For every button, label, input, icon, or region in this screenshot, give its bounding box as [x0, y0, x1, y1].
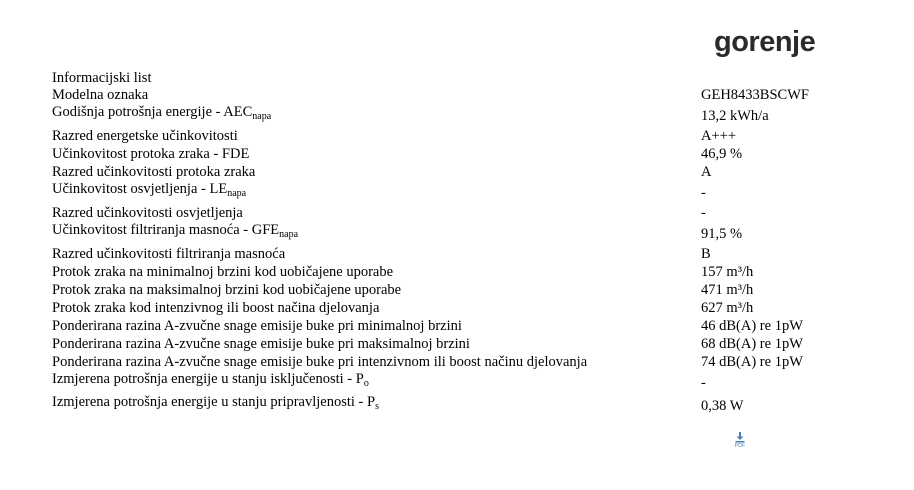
spec-row	[52, 163, 812, 181]
spec-value: 0,38 W	[701, 398, 744, 414]
spec-label-text: Izmjerena potrošnja energije u stanju isključenosti - P	[52, 371, 364, 387]
spec-label-text: Godišnja potrošnja energije - AEC	[52, 104, 253, 120]
spec-row	[52, 281, 812, 299]
spec-label-text: Učinkovitost filtriranja masnoća - GFE	[52, 222, 280, 238]
spec-label	[52, 127, 238, 145]
spec-label	[52, 353, 587, 371]
spec-label-text: Protok zraka na maksimalnoj brzini kod uobičajene uporabe	[52, 282, 402, 298]
pdf-label: PDF	[734, 443, 746, 449]
spec-label-text: Razred učinkovitosti protoka zraka	[52, 164, 256, 180]
spec-row	[52, 299, 812, 317]
spec-label	[52, 104, 271, 121]
spec-row	[52, 353, 812, 371]
spec-label-text: Učinkovitost protoka zraka - FDE	[52, 146, 250, 162]
spec-label	[52, 86, 148, 104]
spec-row	[52, 317, 812, 335]
spec-label	[52, 245, 285, 263]
download-arrow-icon	[734, 431, 746, 443]
spec-label-subscript: napa	[227, 188, 247, 199]
spec-label-subscript: napa	[252, 111, 272, 122]
spec-label-text: Protok zraka kod intenzivnog ili boost načina djelovanja	[52, 300, 380, 316]
spec-row	[52, 222, 812, 245]
spec-value: -	[701, 375, 706, 391]
spec-row	[52, 204, 812, 222]
spec-label	[52, 181, 246, 198]
spec-label	[52, 163, 255, 181]
spec-value: 13,2 kWh/a	[701, 108, 769, 124]
spec-value: A	[701, 164, 712, 180]
spec-row	[52, 394, 812, 417]
spec-rows	[52, 86, 812, 417]
spec-value: GEH8433BSCWF	[701, 87, 809, 103]
spec-label-subscript: napa	[279, 229, 299, 240]
spec-label-text: Razred učinkovitosti osvjetljenja	[52, 205, 243, 221]
spec-row	[52, 86, 812, 104]
spec-label	[52, 145, 249, 163]
spec-value: 157 m³/h	[701, 264, 754, 280]
spec-value: 68 dB(A) re 1pW	[701, 336, 803, 352]
spec-row	[52, 104, 812, 127]
spec-row	[52, 335, 812, 353]
spec-value: 46 dB(A) re 1pW	[701, 318, 803, 334]
pdf-download-button[interactable]	[733, 431, 747, 451]
spec-row	[52, 263, 812, 281]
spec-value: 91,5 %	[701, 226, 743, 242]
spec-row	[52, 371, 812, 394]
spec-value: 627 m³/h	[701, 300, 754, 316]
spec-value: A+++	[701, 128, 737, 144]
spec-label-text: Razred energetske učinkovitosti	[52, 128, 238, 144]
spec-value: -	[701, 185, 706, 201]
spec-label-text: Ponderirana razina A-zvučne snage emisije buke pri minimalnoj brzini	[52, 318, 462, 334]
spec-row	[52, 127, 812, 145]
spec-label	[52, 281, 401, 299]
spec-label-text: Modelna oznaka	[52, 87, 149, 103]
spec-label-subscript: s	[375, 401, 379, 412]
gorenje-logo: gorenje	[714, 26, 816, 58]
spec-value: -	[701, 205, 706, 221]
spec-row	[52, 181, 812, 204]
spec-value: 46,9 %	[701, 146, 743, 162]
spec-label-text: Protok zraka na minimalnoj brzini kod uobičajene uporabe	[52, 264, 394, 280]
spec-row	[52, 145, 812, 163]
spec-row	[52, 245, 812, 263]
spec-label	[52, 263, 393, 281]
spec-label-subscript: o	[363, 378, 369, 389]
spec-label	[52, 299, 379, 317]
spec-label	[52, 204, 243, 222]
spec-label-text: Ponderirana razina A-zvučne snage emisije buke pri intenzivnom ili boost načinu djelovanja	[52, 354, 588, 370]
spec-value: 74 dB(A) re 1pW	[701, 354, 803, 370]
spec-label	[52, 222, 298, 239]
spec-label	[52, 394, 379, 411]
spec-label-text: Razred učinkovitosti filtriranja masnoća	[52, 246, 286, 262]
spec-label-text: Izmjerena potrošnja energije u stanju pripravljenosti - P	[52, 394, 376, 410]
spec-value: B	[701, 246, 711, 262]
spec-label	[52, 335, 470, 353]
spec-value: 471 m³/h	[701, 282, 754, 298]
sheet-title: Informacijski list	[52, 70, 152, 86]
spec-label-text: Učinkovitost osvjetljenja - LE	[52, 181, 228, 197]
spec-label	[52, 317, 462, 335]
spec-label	[52, 371, 369, 388]
product-information-sheet	[52, 70, 812, 417]
spec-label-text: Ponderirana razina A-zvučne snage emisije buke pri maksimalnoj brzini	[52, 336, 470, 352]
